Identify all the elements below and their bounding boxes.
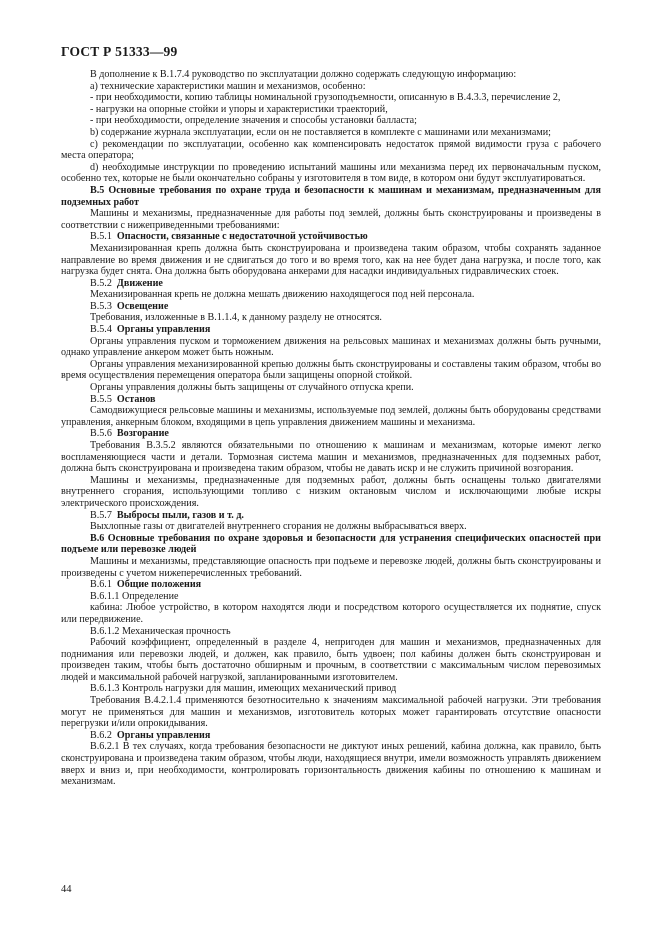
paragraph: В.6.2.1 В тех случаях, когда требования безопасности не диктуют иных решений, кабина должна, как правило, быть сконструирована и произведена таким образом, чтобы люди, находящиеся внутри, имели возможность управлять движением вверх и вниз и, при необходимости, контролировать горизонтальность движения кабины по отношению к машинам и механизмам.	[61, 741, 601, 788]
subsection-title: Выбросы пыли, газов и т. д.	[116, 509, 244, 521]
paragraph: В.6.1.3 Контроль нагрузки для машин, имеющих механический привод	[90, 683, 397, 695]
subsection-title: Опасности, связанные с недостаточной устойчивостью	[116, 231, 368, 243]
list-item: - нагрузки на опорные стойки и упоры и характеристики траекторий,	[90, 103, 388, 115]
page-number: 44	[61, 884, 72, 895]
subsection-number: В.5.1	[90, 231, 112, 243]
paragraph: Требования, изложенные в В.1.1.4, к данному разделу не относятся.	[90, 312, 382, 324]
subsection-title: Органы управления	[116, 324, 211, 336]
subsection-number: В.6.2	[90, 729, 112, 741]
subsection-number: В.6.1	[90, 579, 112, 591]
paragraph: В.6.1.1 Определение	[90, 590, 179, 602]
subsection-number: В.5.5	[90, 393, 112, 405]
subsection-title: Движение	[116, 277, 163, 289]
list-item: - при необходимости, копию таблицы номинальной грузоподъемности, описанную в В.4.3.3, перечисление 2,	[90, 92, 561, 104]
paragraph: Самодвижущиеся рельсовые машины и механизмы, используемые под землей, должны быть оборудованы средствами управления, анкерным блоком, входящими в цепь управления движением машины и механизма.	[61, 405, 601, 428]
paragraph: Требования В.4.2.1.4 применяются безотносительно к значениям максимальной рабочей нагрузки. Эти требования могут не применяться для машин и механизмов, изготовитель которых может гарантировать отсутствие опасности перегрузки и/или опрокидывания.	[61, 695, 601, 730]
subsection-title: Останов	[116, 393, 156, 405]
subsection-heading	[61, 394, 601, 406]
paragraph: d) необходимые инструкции по проведению испытаний машины или механизма перед их первоначальным пуском, особенно тех, которые не были окончательно собраны у изготовителя в том виде, в котором они будут эксплуатироваться.	[61, 161, 601, 185]
paragraph: Механизированная крепь не должна мешать движению находящегося под ней персонала.	[90, 289, 475, 301]
paragraph: Машины и механизмы, представляющие опасность при подъеме и перевозке людей, должны быть сконструированы и произведены с учетом нижеперечисленных требований.	[61, 555, 601, 579]
paragraph: Рабочий коэффициент, определенный в разделе 4, непригоден для машин и механизмов, предназначенных для поднимания или перевозки людей, и должен, как правило, быть удвоен; пол кабины должен быть сконструирован и произведен таким, чтобы быть достаточно обширным и прочным, в соответствии с максимальным числом перевозимых людей и максимальной рабочей нагрузкой, запланированными изготовителем.	[61, 637, 601, 683]
subsection-number: В.5.4	[90, 324, 112, 336]
paragraph: Требования В.3.5.2 являются обязательными по отношению к машинам и механизмам, которые имеют легко воспламеняющиеся части и детали. Тормозная система машин и механизмов, предназначенных для подземных работ, должна быть сконструирована и произведена таким образом, чтобы не давать искр и не служить причиной возгорания.	[61, 440, 601, 475]
document-body	[61, 69, 601, 788]
paragraph: b) содержание журнала эксплуатации, если он не поставляется в комплекте с машинами или механизмами;	[90, 126, 551, 138]
subsection-number: В.5.6	[90, 428, 112, 440]
paragraph: Органы управления пуском и торможением движения на рельсовых машинах и механизмах должны быть ручными, однако управление анкером может быть ножным.	[61, 335, 601, 359]
subsection-number: В.5.3	[90, 300, 112, 312]
section-heading: В.5 Основные требования по охране труда и безопасности к машинам и механизмам, предназначенным для подземных работ	[61, 184, 601, 208]
subsection-heading	[61, 278, 601, 290]
paragraph: Машины и механизмы, предназначенные для работы под землей, должны быть сконструированы и произведены в соответствии с нижеприведенными требованиями:	[61, 208, 601, 231]
paragraph: Органы управления механизированной крепью должны быть сконструированы и составлены таким образом, чтобы во время осуществления перемещения оператора были защищены опорной стойкой.	[61, 358, 601, 382]
subsection-title: Органы управления	[116, 729, 211, 741]
subsection-heading	[61, 579, 601, 591]
list-item: - при необходимости, определение значения и способы установки балласта;	[90, 115, 417, 127]
document-header: ГОСТ Р 51333—99	[61, 44, 178, 59]
paragraph: c) рекомендации по эксплуатации, особенно как компенсировать недостаток прямой видимости груза с рабочего места оператора;	[61, 138, 601, 162]
subsection-heading	[61, 510, 601, 522]
section-heading: В.6 Основные требования по охране здоровья и безопасности для устранения специфических опасностей при подъеме или перевозке людей	[61, 532, 601, 556]
subsection-title: Освещение	[116, 300, 169, 312]
paragraph: В.6.1.2 Механическая прочность	[90, 625, 231, 637]
paragraph: Машины и механизмы, предназначенные для подземных работ, должны быть оснащены только двигателями внутреннего сгорания, использующими топливо с низким октановым числом и исключающими любые искры электрического происхождения.	[61, 474, 601, 509]
paragraph: Органы управления должны быть защищены от случайного отпуска крепи.	[90, 382, 414, 394]
paragraph: В дополнение к В.1.7.4 руководство по эксплуатации должно содержать следующую информацию:	[90, 69, 517, 80]
subsection-number: В.5.2	[90, 277, 112, 289]
subsection-title: Возгорание	[116, 428, 169, 440]
paragraph: Механизированная крепь должна быть сконструирована и произведена таким образом, чтобы сохранять заданное направление во время движения и не сдвигаться до того и во время того, как на нее будет дана нагрузка, и после того, как нагрузка будет снята. Она должна быть оборудована анкерами для насадки индивидуальных гидравлических стоек.	[61, 242, 601, 278]
subsection-title: Общие положения	[116, 579, 202, 591]
subsection-heading	[61, 428, 601, 440]
subsection-heading	[61, 231, 601, 243]
subsection-heading	[61, 730, 601, 742]
paragraph: а) технические характеристики машин и механизмов, особенно:	[90, 80, 366, 92]
subsection-number: В.5.7	[90, 509, 112, 521]
subsection-heading	[61, 324, 601, 336]
paragraph: Выхлопные газы от двигателей внутреннего сгорания не должны выбрасываться вверх.	[90, 521, 467, 533]
paragraph: кабина: Любое устройство, в котором находятся люди и посредством которого осуществляется их поднятие, спуск или передвижение.	[61, 602, 601, 625]
subsection-heading	[61, 301, 601, 313]
